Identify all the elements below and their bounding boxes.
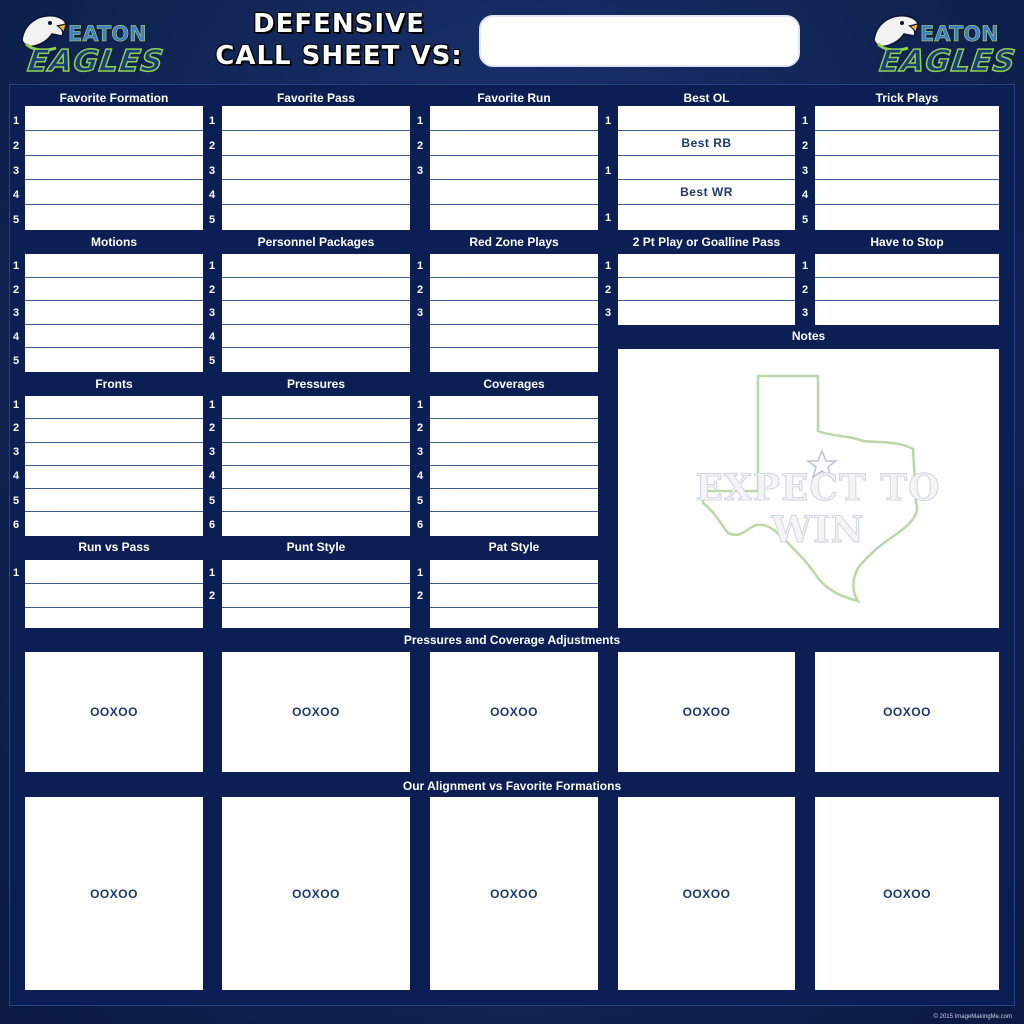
- alignment-diagram-box[interactable]: [430, 797, 598, 990]
- adjustment-diagram-box[interactable]: [815, 652, 999, 772]
- row-number: 5: [12, 495, 20, 507]
- row-number: 2: [801, 140, 809, 152]
- entry-line[interactable]: [222, 512, 410, 535]
- row-number: 4: [208, 470, 216, 482]
- row-number: 3: [416, 165, 424, 177]
- entry-line[interactable]: [430, 608, 598, 628]
- entry-line[interactable]: [222, 443, 410, 466]
- row-number: 5: [12, 214, 20, 226]
- entry-line[interactable]: [222, 325, 410, 349]
- row-number: 1: [801, 260, 809, 272]
- entry-line[interactable]: [25, 205, 203, 230]
- pat-style-list: [430, 560, 598, 628]
- adjustment-diagram-box[interactable]: [222, 652, 410, 772]
- entry-line[interactable]: [815, 278, 999, 302]
- entry-line[interactable]: [222, 106, 410, 131]
- row-number: 1: [604, 260, 612, 272]
- section-title-run-vs-pass: Run vs Pass: [78, 540, 150, 554]
- entry-line[interactable]: [222, 489, 410, 512]
- row-number: 6: [12, 519, 20, 531]
- entry-line[interactable]: [430, 278, 598, 302]
- title-line-2: CALL SHEET VS:: [215, 41, 463, 71]
- section-title-favorite-formation: Favorite Formation: [59, 91, 169, 105]
- entry-line[interactable]: [222, 348, 410, 372]
- entry-line[interactable]: [430, 584, 598, 608]
- entry-line[interactable]: [222, 396, 410, 419]
- entry-line[interactable]: [430, 180, 598, 205]
- row-number: 1: [208, 260, 216, 272]
- entry-line[interactable]: [815, 131, 999, 156]
- row-number: 2: [12, 422, 20, 434]
- row-number: 1: [12, 399, 20, 411]
- best-rb-line[interactable]: [618, 156, 795, 181]
- entry-line[interactable]: [815, 301, 999, 325]
- entry-line[interactable]: [815, 106, 999, 131]
- section-title-motions: Motions: [91, 235, 137, 249]
- row-number: 3: [208, 446, 216, 458]
- team-logo-left: [18, 8, 167, 80]
- row-number: 5: [12, 355, 20, 367]
- best-wr-label: Best WR: [618, 180, 795, 205]
- row-number: 1: [12, 260, 20, 272]
- row-number: 2: [416, 590, 424, 602]
- row-number: 3: [12, 307, 20, 319]
- alignment-diagram-box[interactable]: [815, 797, 999, 990]
- row-number: 1: [416, 399, 424, 411]
- row-number: 2: [416, 422, 424, 434]
- adjustment-diagram-box[interactable]: [430, 652, 598, 772]
- row-number: 1: [604, 212, 612, 224]
- logo-text-eagles: EAGLES: [877, 44, 1019, 79]
- formation-label: OOXOO: [682, 705, 731, 719]
- entry-line[interactable]: [222, 205, 410, 230]
- row-number: 3: [12, 165, 20, 177]
- row-number: 2: [12, 284, 20, 296]
- watermark-text: EXPECT TO WIN: [695, 467, 941, 551]
- entry-line[interactable]: [25, 512, 203, 535]
- title-line-1: DEFENSIVE: [253, 9, 425, 39]
- entry-line[interactable]: [430, 443, 598, 466]
- entry-line[interactable]: [815, 156, 999, 181]
- entry-line[interactable]: [25, 301, 203, 325]
- row-number: 2: [416, 284, 424, 296]
- red-zone-plays-list: [430, 254, 598, 372]
- entry-line[interactable]: [430, 489, 598, 512]
- row-number: 2: [801, 284, 809, 296]
- entry-line[interactable]: [25, 466, 203, 489]
- pressures-list: [222, 396, 410, 536]
- row-number: 4: [416, 470, 424, 482]
- formation-label: OOXOO: [883, 886, 931, 901]
- entry-line[interactable]: [430, 466, 598, 489]
- entry-line[interactable]: [25, 560, 203, 584]
- section-title-trick-plays: Trick Plays: [875, 91, 939, 105]
- row-number: 5: [208, 355, 216, 367]
- entry-line[interactable]: [430, 254, 598, 278]
- row-number: 6: [208, 519, 216, 531]
- entry-line[interactable]: [222, 419, 410, 442]
- entry-line[interactable]: [430, 156, 598, 181]
- section-title-alignment: Our Alignment vs Favorite Formations: [402, 779, 622, 793]
- entry-line[interactable]: [430, 419, 598, 442]
- entry-line[interactable]: [25, 278, 203, 302]
- entry-line[interactable]: [430, 512, 598, 535]
- 2pt-play-list: [618, 254, 795, 325]
- row-number: 4: [12, 331, 20, 343]
- entry-line[interactable]: [25, 325, 203, 349]
- row-number: 1: [416, 115, 424, 127]
- best-players-list: [618, 106, 795, 230]
- row-number: 3: [208, 165, 216, 177]
- formation-label: OOXOO: [883, 705, 931, 719]
- motions-list: [25, 254, 203, 372]
- entry-line[interactable]: [25, 106, 203, 131]
- row-number: 3: [801, 165, 809, 177]
- alignment-diagram-box[interactable]: [25, 797, 203, 990]
- row-number: 1: [604, 115, 612, 127]
- entry-line[interactable]: [222, 131, 410, 156]
- row-number: 5: [801, 214, 809, 226]
- logo-text-eaton: EATON: [68, 22, 147, 46]
- entry-line[interactable]: [430, 348, 598, 372]
- entry-line[interactable]: [25, 254, 203, 278]
- formation-label: OOXOO: [90, 705, 138, 719]
- run-vs-pass-list: [25, 560, 203, 628]
- formation-label: OOXOO: [490, 886, 538, 901]
- entry-line[interactable]: [25, 419, 203, 442]
- entry-line[interactable]: [222, 608, 410, 628]
- entry-line[interactable]: [222, 254, 410, 278]
- entry-line[interactable]: [430, 205, 598, 230]
- section-title-2pt-play: 2 Pt Play or Goalline Pass: [632, 235, 781, 249]
- entry-line[interactable]: [815, 180, 999, 205]
- section-title-pressures: Pressures: [286, 377, 346, 391]
- logo-text-eaton: EATON: [920, 22, 999, 46]
- row-number: 6: [416, 519, 424, 531]
- row-number: 3: [604, 307, 612, 319]
- entry-line[interactable]: [430, 325, 598, 349]
- copyright-credit: © 2015 ImageMakingMe.com: [933, 1014, 1012, 1020]
- logo-text-eagles: EAGLES: [25, 44, 167, 79]
- punt-style-list: [222, 560, 410, 628]
- team-logo-right: [870, 8, 1019, 80]
- favorite-run-list: [430, 106, 598, 230]
- row-number: 3: [12, 446, 20, 458]
- row-number: 1: [12, 567, 20, 579]
- row-number: 1: [12, 115, 20, 127]
- row-number: 3: [416, 446, 424, 458]
- adjustment-diagram-box[interactable]: [618, 652, 795, 772]
- favorite-pass-list: [222, 106, 410, 230]
- row-number: 3: [208, 307, 216, 319]
- entry-line[interactable]: [25, 348, 203, 372]
- section-title-best-ol: Best OL: [683, 91, 730, 105]
- entry-line[interactable]: [430, 396, 598, 419]
- opponent-name-field[interactable]: [479, 15, 800, 67]
- formation-label: OOXOO: [292, 705, 340, 719]
- row-number: 2: [208, 422, 216, 434]
- favorite-formation-list: [25, 106, 203, 230]
- entry-line[interactable]: [25, 489, 203, 512]
- section-title-favorite-run: Favorite Run: [477, 91, 551, 105]
- entry-line[interactable]: [25, 156, 203, 181]
- entry-line[interactable]: [25, 180, 203, 205]
- entry-line[interactable]: [815, 205, 999, 230]
- section-title-notes: Notes: [791, 329, 826, 343]
- formation-label: OOXOO: [682, 886, 731, 901]
- coverages-list: [430, 396, 598, 536]
- entry-line[interactable]: [25, 443, 203, 466]
- alignment-diagram-box[interactable]: [618, 797, 795, 990]
- row-number: 1: [604, 165, 612, 177]
- section-title-pat-style: Pat Style: [488, 540, 540, 554]
- row-number: 1: [208, 567, 216, 579]
- best-ol-line[interactable]: [618, 106, 795, 131]
- row-number: 1: [801, 115, 809, 127]
- page-title: [214, 8, 464, 72]
- entry-line[interactable]: [25, 131, 203, 156]
- row-number: 1: [208, 399, 216, 411]
- row-number: 2: [416, 140, 424, 152]
- best-rb-label: Best RB: [618, 131, 795, 156]
- notes-area[interactable]: [618, 349, 999, 628]
- row-number: 3: [801, 307, 809, 319]
- entry-line[interactable]: [222, 156, 410, 181]
- row-number: 4: [801, 189, 809, 201]
- entry-line[interactable]: [618, 301, 795, 325]
- row-number: 2: [208, 140, 216, 152]
- personnel-packages-list: [222, 254, 410, 372]
- entry-line[interactable]: [222, 301, 410, 325]
- row-number: 4: [208, 331, 216, 343]
- formation-label: OOXOO: [90, 886, 138, 901]
- have-to-stop-list: [815, 254, 999, 325]
- row-number: 5: [416, 495, 424, 507]
- entry-line[interactable]: [25, 608, 203, 628]
- formation-label: OOXOO: [490, 705, 538, 719]
- row-number: 1: [416, 260, 424, 272]
- entry-line[interactable]: [25, 396, 203, 419]
- row-number: 4: [12, 189, 20, 201]
- row-number: 2: [604, 284, 612, 296]
- entry-line[interactable]: [430, 301, 598, 325]
- row-number: 1: [208, 115, 216, 127]
- row-number: 3: [416, 307, 424, 319]
- fronts-list: [25, 396, 203, 536]
- entry-line[interactable]: [222, 466, 410, 489]
- entry-line[interactable]: [618, 254, 795, 278]
- section-title-fronts: Fronts: [95, 377, 133, 391]
- adjustment-diagram-box[interactable]: [25, 652, 203, 772]
- entry-line[interactable]: [430, 106, 598, 131]
- entry-line[interactable]: [430, 560, 598, 584]
- section-title-personnel-packages: Personnel Packages: [257, 235, 375, 249]
- entry-line[interactable]: [222, 560, 410, 584]
- row-number: 4: [12, 470, 20, 482]
- row-number: 2: [208, 590, 216, 602]
- row-number: 2: [208, 284, 216, 296]
- trick-plays-list: [815, 106, 999, 230]
- entry-line[interactable]: [25, 584, 203, 608]
- entry-line[interactable]: [222, 584, 410, 608]
- entry-line[interactable]: [618, 278, 795, 302]
- formation-label: OOXOO: [292, 886, 340, 901]
- row-number: 5: [208, 214, 216, 226]
- section-title-punt-style: Punt Style: [286, 540, 346, 554]
- entry-line[interactable]: [815, 254, 999, 278]
- section-title-adjustments: Pressures and Coverage Adjustments: [403, 633, 621, 647]
- row-number: 4: [208, 189, 216, 201]
- alignment-diagram-box[interactable]: [222, 797, 410, 990]
- section-title-have-to-stop: Have to Stop: [870, 235, 944, 249]
- section-title-coverages: Coverages: [483, 377, 545, 391]
- row-number: 1: [416, 567, 424, 579]
- row-number: 2: [12, 140, 20, 152]
- section-title-favorite-pass: Favorite Pass: [276, 91, 356, 105]
- entry-line[interactable]: [222, 278, 410, 302]
- entry-line[interactable]: [222, 180, 410, 205]
- section-title-red-zone-plays: Red Zone Plays: [469, 235, 559, 249]
- row-number: 5: [208, 495, 216, 507]
- best-wr-line[interactable]: [618, 205, 795, 230]
- entry-line[interactable]: [430, 131, 598, 156]
